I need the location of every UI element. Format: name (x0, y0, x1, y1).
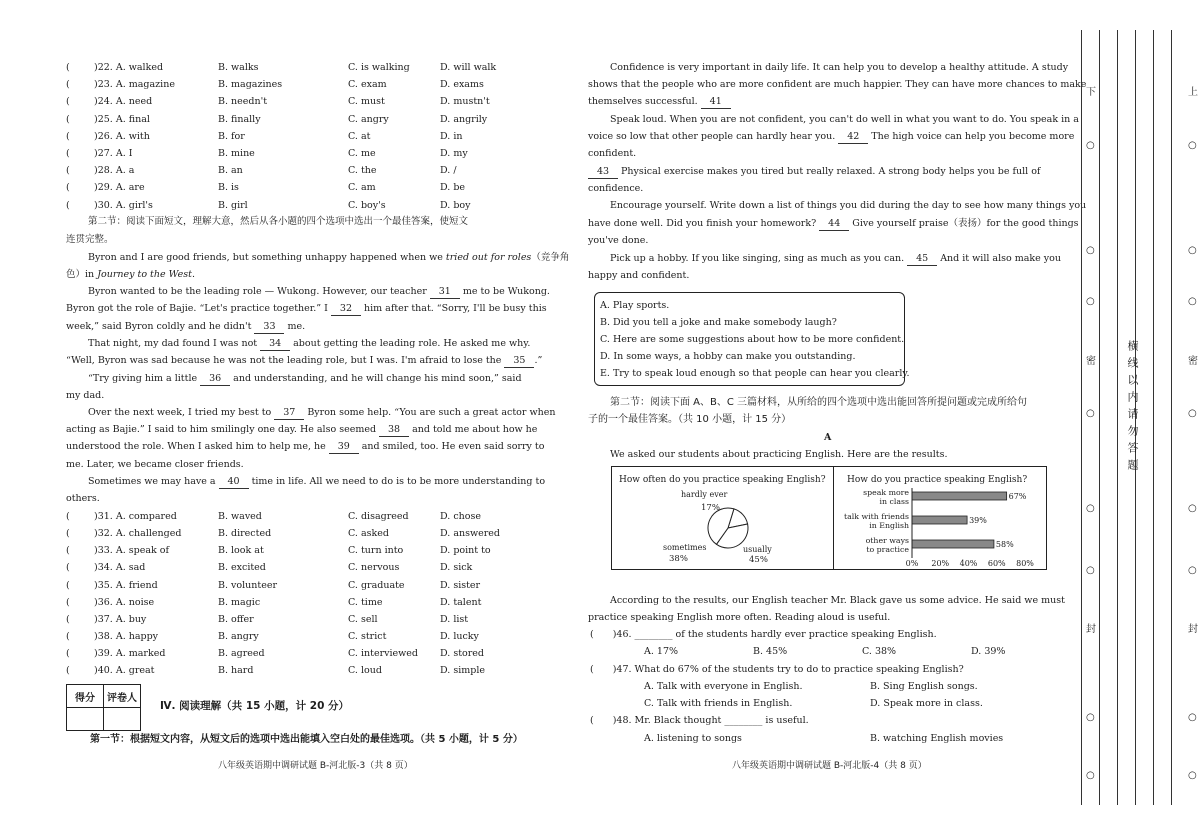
q31-40-6-2: B. offer (218, 613, 254, 625)
bar-category-2-0: other ways (865, 536, 909, 545)
part-a-label: A (824, 432, 832, 443)
q22-30-6-3: C. the (348, 165, 377, 177)
cloze-text: 色）in (66, 269, 98, 280)
cloze-line (88, 252, 569, 264)
section1-title: 第一节：根据短文内容，从短文后的选项中选出能填入空白处的最佳选项。（共 5 小题，计 5 分） (90, 734, 523, 745)
option-c[interactable]: C. Here are some suggestions about how to be more confident. (600, 334, 905, 345)
cloze-line (66, 441, 544, 454)
bar-value-0: 67% (1008, 492, 1027, 501)
section2b-title: 第二节：阅读下面 A、B、C 三篇材料，从所给的四个选项中选出能回答所提问题或完成所给句 (610, 397, 1028, 408)
q22-30-4-0[interactable]: ( (66, 130, 70, 142)
q31-40-3-2: B. excited (218, 562, 266, 574)
reading-line (588, 235, 648, 247)
reading-text: Speak loud. When you are not confident, you can't do well in what you want to do. You speak in a (610, 114, 1079, 125)
q31-40-5-4: D. talent (440, 596, 482, 608)
q22-30-6-1: )28. A. a (94, 165, 135, 177)
options-box (594, 292, 905, 386)
after-chart-1: According to the results, our English teacher Mr. Black gave us some advice. He said we must (610, 595, 1065, 606)
q31-40-1-2: B. directed (218, 528, 272, 540)
reading-line (588, 96, 731, 109)
q46-option-1[interactable]: B. 45% (753, 646, 788, 657)
q31-40-6-0[interactable]: ( (66, 613, 70, 625)
cloze-line (66, 355, 542, 368)
cloze-blank-35[interactable]: 35 (504, 355, 534, 368)
bar-category-1-0: talk with friends (843, 512, 909, 521)
cloze-text: time in life. All we need to do is to be more understanding to (248, 476, 546, 487)
q31-40-8-2: B. agreed (218, 648, 265, 660)
cloze-text: and told me about how he (409, 424, 538, 435)
q31-40-8-3: C. interviewed (348, 648, 418, 660)
reading-line (610, 200, 1086, 212)
q31-40-0-4: D. chose (440, 511, 481, 522)
q31-40-9-4: D. simple (440, 665, 485, 677)
reading-text: shows that the people who are more confident are much happier. They can have more chances to make (588, 79, 1087, 90)
option-d[interactable]: D. In some ways, a hobby can make you outstanding. (600, 351, 856, 362)
question-47: ( )47. What do 67% of the students try to do to practice speaking English? (590, 664, 964, 675)
q31-40-1-3: C. asked (348, 528, 389, 540)
q22-30-4-2: B. for (218, 130, 245, 142)
cloze-blank-31[interactable]: 31 (430, 286, 460, 299)
q47-option-2[interactable]: C. Talk with friends in English. (644, 698, 793, 709)
q22-30-4-1: )26. A. with (94, 130, 150, 142)
cloze-text: others. (66, 493, 100, 504)
margin-rule-1 (1099, 30, 1100, 805)
q31-40-1-0[interactable]: ( (66, 528, 70, 540)
reading-text: Give yourself praise（表扬）for the good things (849, 218, 1079, 229)
cloze-line (66, 303, 547, 316)
bar-category-1-1: in English (869, 521, 909, 530)
bar-1 (912, 516, 967, 524)
cloze-blank-36[interactable]: 36 (200, 373, 230, 386)
q22-30-3-2: B. finally (218, 113, 261, 125)
q22-30-8-2: B. girl (218, 199, 248, 211)
reading-text: happy and confident. (588, 270, 690, 281)
bar-tick-1: 20% (931, 559, 950, 568)
question-46: ( )46. ________ of the students hardly ever practice speaking English. (590, 629, 937, 640)
cloze-line (66, 321, 305, 334)
q31-40-2-3: C. turn into (348, 545, 404, 557)
cloze-text: me. Later, we became closer friends. (66, 459, 244, 470)
cloze-line (88, 338, 530, 351)
reading-line (588, 218, 1079, 231)
q22-30-0-1: )22. A. walked (94, 62, 164, 73)
q22-30-5-3: C. me (348, 148, 376, 159)
margin-rule-2 (1117, 30, 1118, 805)
cloze-text: .” (534, 355, 543, 366)
q47-option-0[interactable]: A. Talk with everyone in English. (644, 681, 803, 692)
after-chart-2: practice speaking English more often. Reading aloud is useful. (588, 612, 891, 623)
option-a[interactable]: A. Play sports. (600, 300, 670, 311)
q22-30-4-3: C. at (348, 130, 371, 142)
cloze-text: （竞争角 (531, 252, 570, 263)
bar-tick-0: 0% (905, 559, 919, 568)
bar-2 (912, 540, 994, 548)
q31-40-3-3: C. nervous (348, 562, 400, 574)
cloze-text: Sometimes we may have a (88, 476, 219, 487)
margin-mark-right-10: ○ (1188, 770, 1197, 781)
cloze-blank-37[interactable]: 37 (274, 407, 304, 420)
q22-30-2-1: )24. A. need (94, 96, 153, 108)
bar-chart (844, 475, 1034, 568)
q31-40-9-2: B. hard (218, 665, 254, 677)
q22-30-5-4: D. my (440, 148, 468, 159)
section2b-title-cont: 子的一个最佳答案。（共 10 小题，计 15 分） (588, 414, 792, 425)
pie-value-0: 17% (701, 503, 720, 513)
cloze-line (88, 373, 522, 386)
q31-40-3-0[interactable]: ( (66, 562, 70, 574)
cloze-text: Byron and I are good friends, but something unhappy happened when we (88, 252, 446, 263)
score-table (66, 684, 141, 731)
q31-40-8-1: )39. A. marked (94, 648, 166, 660)
reading-text: The high voice can help you become more (868, 131, 1075, 142)
q22-30-6-0[interactable]: ( (66, 165, 70, 177)
cloze-line (66, 459, 244, 471)
reading-blank-41[interactable]: 41 (701, 96, 731, 109)
cloze-line (88, 407, 555, 420)
q22-30-2-3: C. must (348, 96, 385, 108)
q31-40-9-3: C. loud (348, 665, 382, 677)
pie-chart (619, 475, 826, 565)
q46-option-0[interactable]: A. 17% (644, 646, 679, 657)
margin-mark-left-6: ○ (1086, 503, 1095, 514)
reading-blank-43[interactable]: 43 (588, 166, 618, 179)
q22-30-1-2: B. magazines (218, 79, 283, 91)
reading-text: Pick up a hobby. If you like singing, sing as much as you can. (610, 253, 908, 264)
q22-30-7-3: C. am (348, 182, 376, 194)
reading-text: Physical exercise makes you tired but really relaxed. A strong body helps you be full of (618, 166, 1041, 177)
reading-line (588, 183, 643, 195)
bar-category-0-1: in class (879, 497, 909, 506)
cloze-text: Byron got the role of Bajie. “Let's practice together.” I (66, 303, 331, 314)
margin-mark-right-7: ○ (1188, 565, 1197, 576)
margin-mark-left-10: ○ (1086, 770, 1095, 781)
q22-30-7-1: )29. A. are (94, 182, 145, 194)
q22-30-8-1: )30. A. girl's (94, 199, 153, 211)
q22-30-0-4: D. will walk (440, 62, 497, 73)
q22-30-1-4: D. exams (440, 79, 484, 91)
pie-value-1: 38% (669, 554, 688, 564)
q31-40-2-4: D. point to (440, 545, 491, 557)
margin-mark-right-8: 封 (1188, 624, 1198, 635)
reading-line (588, 131, 1074, 144)
cloze-text: Over the next week, I tried my best to (88, 407, 275, 418)
reading-line (610, 62, 1068, 74)
q22-30-7-2: B. is (218, 182, 239, 194)
q31-40-6-3: C. sell (348, 613, 378, 625)
cloze-italic: Journey to the West (97, 269, 192, 280)
q22-30-0-3: C. is walking (348, 62, 410, 73)
pie-value-2: 45% (749, 555, 768, 565)
cloze-text: and understanding, and he will change his mind soon,” said (230, 373, 522, 384)
q31-40-2-1: )33. A. speak of (94, 545, 169, 557)
question-48: ( )48. Mr. Black thought ________ is useful. (590, 715, 809, 726)
q31-40-1-4: D. answered (440, 528, 500, 540)
q22-30-2-4: D. mustn't (440, 96, 490, 108)
bar-0 (912, 492, 1007, 500)
cloze-blank-33[interactable]: 33 (254, 321, 284, 334)
cloze-line (88, 476, 545, 489)
q31-40-7-0[interactable]: ( (66, 631, 70, 643)
q22-30-6-2: B. an (218, 165, 243, 177)
margin-mark-left-1: ○ (1086, 140, 1095, 151)
q46-option-2[interactable]: C. 38% (862, 646, 897, 657)
q22-30-0-2: B. walks (218, 62, 259, 73)
grader-cell[interactable] (104, 708, 141, 731)
q22-30-5-1: )27. A. I (94, 148, 133, 159)
cloze-text: . (191, 269, 195, 280)
bar-tick-4: 80% (1016, 559, 1034, 568)
q22-30-6-4: D. / (440, 165, 457, 177)
q31-40-5-2: B. magic (218, 596, 261, 608)
q31-40-0-2: B. waved (218, 511, 262, 522)
q31-40-5-0[interactable]: ( (66, 596, 70, 608)
margin-mark-right-1: ○ (1188, 140, 1197, 151)
q31-40-6-1: )37. A. buy (94, 613, 147, 625)
cloze-text: me. (284, 321, 306, 332)
q48-option-0[interactable]: A. listening to songs (644, 733, 742, 744)
q31-40-7-1: )38. A. happy (94, 631, 159, 643)
reading-line (588, 148, 636, 160)
q31-40-4-3: C. graduate (348, 579, 405, 591)
cloze-text: him after that. “Sorry, I'll be busy this (360, 303, 547, 314)
reading-text: confidence. (588, 183, 644, 194)
margin-mark-left-9: ○ (1086, 712, 1095, 723)
score-cell[interactable] (67, 708, 104, 731)
chart-intro: We asked our students about practicing English. Here are the results. (610, 449, 948, 460)
q31-40-0-3: C. disagreed (348, 511, 409, 522)
q31-40-3-4: D. sick (440, 562, 473, 574)
q31-40-0-1: )31. A. compared (94, 511, 177, 522)
reading-text: have done well. Did you finish your homework? (588, 218, 820, 229)
cloze-text: and smiled, too. He even said sorry to (358, 441, 545, 452)
q31-40-7-3: C. strict (348, 631, 387, 643)
reading-blank-45[interactable]: 45 (907, 253, 937, 266)
q22-30-3-4: D. angrily (440, 113, 488, 125)
cloze-line (88, 286, 550, 299)
section2-title-cont: 连贯完整。 (66, 234, 114, 245)
q22-30-2-2: B. needn't (218, 96, 268, 108)
q31-40-2-0[interactable]: ( (66, 545, 70, 557)
right-footer: 八年级英语期中调研试题 B-河北版-4（共 8 页） (732, 761, 927, 771)
cloze-text: acting as Bajie.” I said to him smilingly one day. He also seemed (66, 424, 380, 435)
survey-charts (611, 466, 1047, 570)
q22-30-5-2: B. mine (218, 148, 255, 159)
cloze-text: about getting the leading role. He asked me why. (290, 338, 531, 349)
bar-value-2: 58% (995, 540, 1014, 549)
q31-40-9-0[interactable]: ( (66, 665, 70, 677)
pie-label-2: usually (743, 545, 772, 554)
margin-mark-left-4: 密 (1086, 356, 1096, 367)
cloze-text: “Try giving him a little (88, 373, 201, 384)
q31-40-4-0[interactable]: ( (66, 579, 70, 591)
reading-text: you've done. (588, 235, 649, 246)
margin-mark-left-5: ○ (1086, 408, 1095, 419)
bar-tick-2: 40% (959, 559, 978, 568)
cloze-text: That night, my dad found I was not (88, 338, 261, 349)
margin-rule-4 (1153, 30, 1154, 805)
reading-title: Ⅳ. 阅读理解（共 15 小题，计 20 分） (160, 700, 350, 712)
cloze-blank-39[interactable]: 39 (329, 441, 359, 454)
q31-40-3-1: )34. A. sad (94, 562, 146, 574)
pie-label-1: sometimes (663, 543, 707, 552)
cloze-line (66, 390, 104, 402)
q22-30-1-0[interactable]: ( (66, 79, 70, 91)
q22-30-0-0[interactable]: ( (66, 62, 70, 73)
cloze-text: “Well, Byron was sad because he was not the leading role, but I was. I'm afraid to lose the (66, 355, 505, 366)
q31-40-4-1: )35. A. friend (94, 579, 158, 591)
bar-value-1: 39% (969, 516, 987, 525)
section2-title: 第二节：阅读下面短文，理解大意，然后从各小题的四个选项中选出一个最佳答案，使短文 (88, 216, 469, 227)
reading-line (610, 114, 1079, 126)
margin-mark-right-0: 上 (1188, 87, 1198, 98)
margin-mark-right-9: ○ (1188, 712, 1197, 723)
q22-30-8-0[interactable]: ( (66, 199, 70, 211)
q22-30-3-0[interactable]: ( (66, 113, 70, 125)
q22-30-8-4: D. boy (440, 199, 471, 211)
q31-40-1-1: )32. A. challenged (94, 528, 182, 540)
pie-label-0: hardly ever (681, 490, 728, 499)
cloze-text: understood the role. When I asked him to help me, he (66, 441, 329, 452)
margin-mark-left-2: ○ (1086, 245, 1095, 256)
grader-label: 评卷人 (104, 685, 141, 708)
margin-rule-5 (1171, 30, 1172, 805)
q22-30-1-1: )23. A. magazine (94, 79, 175, 91)
q31-40-7-4: D. lucky (440, 631, 479, 643)
bar-tick-3: 60% (987, 559, 1006, 568)
q22-30-1-3: C. exam (348, 79, 387, 91)
bar-title: How do you practice speaking English? (847, 475, 1028, 485)
cloze-text: Byron some help. “You are such a great actor when (304, 407, 556, 418)
reading-blank-44[interactable]: 44 (819, 218, 849, 231)
q31-40-9-1: )40. A. great (94, 665, 155, 677)
q22-30-3-3: C. angry (348, 113, 389, 125)
reading-text: confident. (588, 148, 637, 159)
pie-title: How often do you practice speaking English? (619, 475, 826, 485)
q22-30-7-4: D. be (440, 182, 466, 194)
cloze-line (66, 269, 195, 281)
cloze-blank-32[interactable]: 32 (331, 303, 361, 316)
cloze-italic: tried out for roles (445, 252, 532, 263)
margin-mark-right-3: ○ (1188, 296, 1197, 307)
cloze-blank-38[interactable]: 38 (379, 424, 409, 437)
margin-mark-right-2: ○ (1188, 245, 1197, 256)
score-label: 得分 (67, 685, 104, 708)
margin-mark-left-8: 封 (1086, 624, 1096, 635)
reading-line (588, 270, 689, 282)
cloze-text: week,” said Byron coldly and he didn't (66, 321, 255, 332)
margin-mark-left-3: ○ (1086, 296, 1095, 307)
q31-40-5-1: )36. A. noise (94, 596, 155, 608)
cloze-text: my dad. (66, 390, 105, 401)
bar-category-0-0: speak more (863, 488, 909, 497)
q31-40-8-4: D. stored (440, 648, 484, 660)
q31-40-4-2: B. volunteer (218, 579, 277, 591)
q22-30-3-1: )25. A. final (94, 113, 150, 125)
q31-40-4-4: D. sister (440, 579, 481, 591)
q22-30-8-3: C. boy's (348, 199, 386, 211)
reading-blank-42[interactable]: 42 (838, 131, 868, 144)
q31-40-7-2: B. angry (218, 631, 259, 643)
margin-mark-right-5: ○ (1188, 408, 1197, 419)
q47-option-1[interactable]: B. Sing English songs. (870, 681, 978, 692)
q22-30-4-4: D. in (440, 130, 463, 142)
reading-line (588, 79, 1086, 91)
reading-text: And it will also make you (937, 253, 1062, 264)
reading-text: Encourage yourself. Write down a list of things you did during the day to see how many things you (610, 200, 1087, 211)
q22-30-2-0[interactable]: ( (66, 96, 70, 108)
reading-line (610, 253, 1061, 266)
q31-40-8-0[interactable]: ( (66, 648, 70, 660)
q31-40-5-3: C. time (348, 596, 383, 608)
margin-rule-0 (1081, 30, 1082, 805)
margin-mark-right-6: ○ (1188, 503, 1197, 514)
reading-line (588, 166, 1040, 179)
margin-mark-left-7: ○ (1086, 565, 1095, 576)
cloze-line (66, 493, 100, 505)
q48-option-1[interactable]: B. watching English movies (870, 733, 1004, 744)
reading-text: Confidence is very important in daily life. It can help you to develop a healthy attitude. A study (610, 62, 1069, 73)
option-b[interactable]: B. Did you tell a joke and make somebody laugh? (600, 317, 837, 328)
margin-note: 横线以内请勿答题 (1126, 340, 1139, 476)
reading-text: voice so low that other people can hardly hear you. (588, 131, 839, 142)
cloze-blank-40[interactable]: 40 (219, 476, 249, 489)
q31-40-6-4: D. list (440, 613, 469, 625)
option-e[interactable]: E. Try to speak loud enough so that people can hear you clearly. (600, 368, 910, 379)
cloze-text: me to be Wukong. (459, 286, 550, 297)
q47-option-3[interactable]: D. Speak more in class. (870, 698, 983, 709)
q46-option-3[interactable]: D. 39% (971, 646, 1006, 657)
cloze-line (66, 424, 537, 437)
q31-40-2-2: B. look at (218, 545, 264, 557)
q22-30-5-0[interactable]: ( (66, 148, 70, 159)
margin-mark-left-0: 下 (1086, 87, 1096, 98)
margin-mark-right-4: 密 (1188, 356, 1198, 367)
bar-category-2-1: to practice (866, 545, 909, 554)
reading-text: themselves successful. (588, 96, 701, 107)
q31-40-0-0[interactable]: ( (66, 511, 70, 522)
q22-30-7-0[interactable]: ( (66, 182, 70, 194)
cloze-text: Byron wanted to be the leading role — Wukong. However, our teacher (88, 286, 430, 297)
cloze-blank-34[interactable]: 34 (260, 338, 290, 351)
left-footer: 八年级英语期中调研试题 B-河北版-3（共 8 页） (218, 761, 413, 771)
